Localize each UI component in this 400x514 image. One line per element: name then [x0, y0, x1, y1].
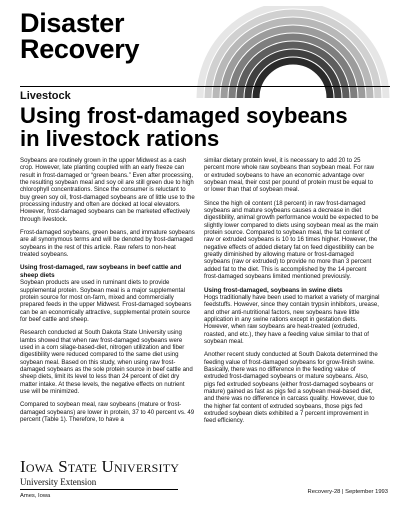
- paragraph: Soybeans are routinely grown in the upper Midwest as a cash crop. However, late planting coupled with an early freeze can result in frost-damaged or “green beans.” Even after processing, the resulting soybean meal and soy oil are still green due to high chlorophyll concentrations. Since the consumer is reluctant to buy green soy oil, frost-damaged soybeans are of little use to the processing industry and often are docked at local elevators. However, frost-damaged soybeans can be marketed effectively through livestock.: [20, 157, 195, 223]
- right-column: [204, 157, 380, 431]
- paragraph: Since the high oil content (18 percent) in raw frost-damaged soybeans and mature soybeans causes a decrease in diet digestibility, animal growth performance would be expected to be slightly lower compared to diets using soybean meal as the main protein source. Compared to soybean meal, the fat content of raw or extruded soybeans is 10 to 16 times higher. However, the negative effects of added dietary fat on feed digestibility can be greatly diminished by allowing mature or frost-damaged soybeans (raw or extruded) to provide no more than 3 percent added fat to the diet. This is accomplished by the 14 percent frost-damaged soybeans limited mentioned previously.: [204, 199, 379, 281]
- paragraph: similar dietary protein level, it is necessary to add 20 to 25 percent more whole raw soybeans than soybean meal. For raw or extruded soybeans to have an economic advantage over soybean meal, their cost per pound of protein must be equal to or lower than that of soybean meal.: [204, 157, 375, 194]
- rainbow-graphic: [196, 6, 390, 98]
- paragraph: Research conducted at South Dakota State University using lambs showed that when raw frost-damaged soybeans were used in a corn silage-based-diet, nitrogen utilization and fiber digestibility were reduced compared to the same diet using soybean meal. Based on this study, when using raw frost-damaged soybeans as the sole protein source in beef cattle and sheep diets, limit its level to less than 24 percent of diet dry matter intake. At these levels, the negative effects on nutrient use will be minimized.: [20, 329, 193, 395]
- series-title: [20, 10, 139, 62]
- logo-rule: [20, 489, 178, 490]
- article-title-line2: in livestock rations: [20, 126, 220, 151]
- university-name: Iowa State University: [20, 457, 180, 476]
- section-label: Livestock: [20, 90, 71, 102]
- article-title-line1: Using frost-damaged soybeans: [20, 103, 348, 128]
- paragraph: Hogs traditionally have been used to market a variety of marginal feedstuffs. However, since they contain trypsin inhibitors, urease, and other anti-nutritional factors, new soybeans have little application in any swine rations except in gestation diets. However, when raw soybeans are heat-treated (extruded, roasted, and etc.), they have a feeding value similar to that of soybean meal.: [204, 293, 380, 345]
- paragraph: Soybean products are used in ruminant diets to provide supplemental protein. Soybean meal is a major supplemental protein source for most on-farm, mixed and commercially prepared feeds in the upper Midwest. Frost-damaged soybeans can be an economically attractive, supplemental protein source for beef cattle and sheep.: [20, 279, 192, 323]
- article-title: [20, 104, 380, 150]
- paragraph: Another recent study conducted at South Dakota determined the feeding value of frost-damaged soybeans for grow-finish swine. Basically, there was no difference in the feeding value of extruded frost-damaged soybeans or mature soybeans. Also, pigs fed extruded soybeans (either frost-damaged soybeans or mature) gained as fast as pigs fed a soybean meal-based diet, and there was no difference in carcass quality. However, due to the higher fat content of extruded soybeans, those pigs fed extruded soybean diets exhibited a 7 percent improvement in feed efficiency.: [204, 351, 378, 425]
- university-logo: [20, 458, 179, 499]
- left-column: [20, 157, 196, 429]
- publication-number: Recovery-28 | September 1993: [307, 489, 388, 495]
- header-rule: [20, 86, 390, 87]
- extension-name: University Extension: [20, 477, 97, 487]
- subheading: Using frost-damaged, soybeans in swine diets: [204, 286, 343, 294]
- paragraph: Compared to soybean meal, raw soybeans (mature or frost-damaged soybeans) are lower in protein, 37 to 40 percent vs. 49 percent (Table 1). Therefore, to have a: [20, 401, 195, 423]
- series-title-line2: Recovery: [20, 34, 140, 64]
- subheading: Using frost-damaged, raw soybeans in beef cattle and sheep diets: [20, 264, 182, 279]
- series-title-line1: Disaster: [20, 8, 125, 38]
- location: Ames, Iowa: [20, 493, 51, 499]
- paragraph: Frost-damaged soybeans, green beans, and immature soybeans are all synonymous terms and will be denoted by frost-damaged soybeans in the rest of this article. Raw refers to non-heat treated soybeans.: [20, 229, 195, 259]
